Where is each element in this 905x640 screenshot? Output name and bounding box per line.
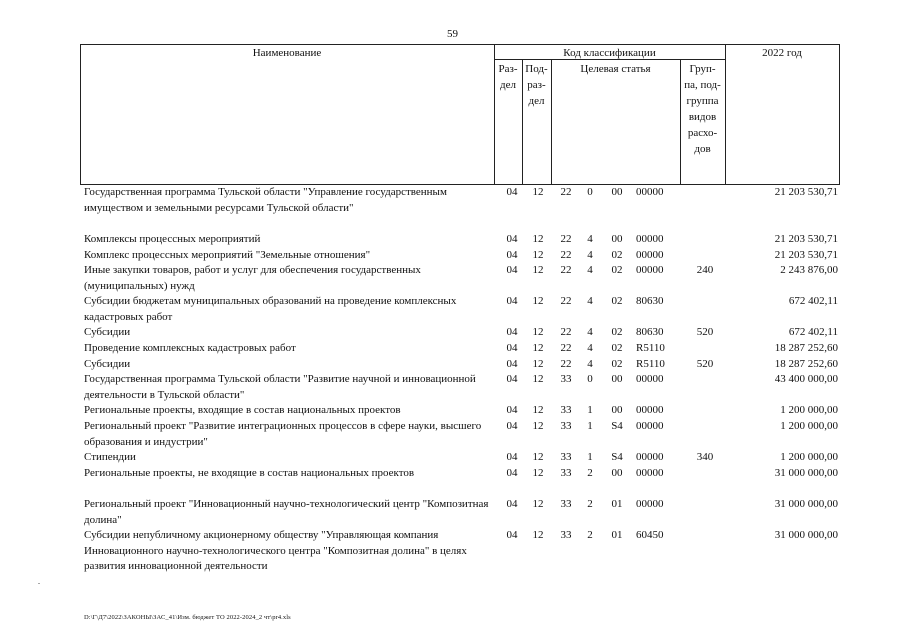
row-target-direction: R5110 xyxy=(636,342,665,354)
row-target-program: 22 xyxy=(560,295,572,307)
row-sum: 31 000 000,00 xyxy=(774,498,838,510)
row-target-subprogram: S4 xyxy=(611,420,623,432)
row-name: Комплексы процессных мероприятий xyxy=(84,233,261,245)
row-razdel: 04 xyxy=(506,451,518,463)
row-target-program: 22 xyxy=(560,233,572,245)
column-header-target: Целевая статья xyxy=(580,63,651,75)
row-target-program: 33 xyxy=(560,498,572,510)
row-target-type: 0 xyxy=(587,373,593,385)
row-podrazdel: 12 xyxy=(532,498,544,510)
row-target-type: 1 xyxy=(587,404,593,416)
row-target-type: 0 xyxy=(587,186,593,198)
row-sum: 1 200 000,00 xyxy=(780,420,838,432)
row-target-type: 4 xyxy=(587,233,593,245)
column-header-podrazdel: Под- раз- дел xyxy=(525,63,548,107)
row-target-direction: R5110 xyxy=(636,358,665,370)
row-target-subprogram: 02 xyxy=(611,342,623,354)
row-razdel: 04 xyxy=(506,186,518,198)
row-expense-group: 520 xyxy=(696,358,714,370)
row-name: Комплекс процессных мероприятий "Земельные отношения" xyxy=(84,249,371,261)
row-razdel: 04 xyxy=(506,467,518,479)
row-target-direction: 00000 xyxy=(636,249,664,261)
row-sum: 18 287 252,60 xyxy=(774,358,838,370)
row-name: Субсидии непубличному акционерному обществу "Управляющая компания Инновационного научно-технологического центра "Композитная долина" в целях развития инновационной деятельности xyxy=(84,529,467,572)
row-target-program: 33 xyxy=(560,529,572,541)
row-target-subprogram: 00 xyxy=(611,233,623,245)
row-target-type: 4 xyxy=(587,295,593,307)
row-razdel: 04 xyxy=(506,373,518,385)
row-target-program: 33 xyxy=(560,373,572,385)
column-header-name: Наименование xyxy=(252,47,322,59)
row-target-subprogram: 00 xyxy=(611,186,623,198)
row-target-direction: 00000 xyxy=(636,467,664,479)
row-name: Субсидии xyxy=(84,358,131,370)
row-name: Государственная программа Тульской области "Развитие научной и инновационной деятельности в Тульской области" xyxy=(84,373,476,401)
row-target-direction: 00000 xyxy=(636,420,664,432)
row-razdel: 04 xyxy=(506,404,518,416)
row-sum: 21 203 530,71 xyxy=(774,186,838,198)
row-target-direction: 00000 xyxy=(636,264,664,276)
row-razdel: 04 xyxy=(506,326,518,338)
row-target-direction: 00000 xyxy=(636,404,664,416)
column-header-code: Код классификации xyxy=(563,47,656,59)
row-target-direction: 80630 xyxy=(636,295,664,307)
row-podrazdel: 12 xyxy=(532,264,544,276)
row-target-type: 1 xyxy=(587,451,593,463)
row-target-program: 22 xyxy=(560,326,572,338)
row-name: Региональные проекты, входящие в состав национальных проектов xyxy=(84,404,401,416)
row-expense-group: 240 xyxy=(696,264,714,276)
row-target-direction: 00000 xyxy=(636,373,664,385)
row-target-direction: 00000 xyxy=(636,451,664,463)
page-number: 59 xyxy=(447,28,458,40)
row-razdel: 04 xyxy=(506,249,518,261)
row-target-type: 4 xyxy=(587,358,593,370)
row-target-subprogram: 00 xyxy=(611,467,623,479)
row-target-subprogram: 00 xyxy=(611,373,623,385)
row-sum: 672 402,11 xyxy=(788,326,838,338)
row-sum: 1 200 000,00 xyxy=(780,451,838,463)
row-sum: 21 203 530,71 xyxy=(774,233,838,245)
row-target-program: 22 xyxy=(560,342,572,354)
row-target-program: 33 xyxy=(560,451,572,463)
row-sum: 43 400 000,00 xyxy=(774,373,838,385)
row-target-type: 4 xyxy=(587,326,593,338)
row-target-type: 4 xyxy=(587,342,593,354)
row-target-subprogram: 02 xyxy=(611,295,623,307)
row-name: Региональный проект "Инновационный научно-технологический центр "Композитная долина" xyxy=(84,498,489,526)
row-podrazdel: 12 xyxy=(532,233,544,245)
row-sum: 31 000 000,00 xyxy=(774,467,838,479)
row-expense-group: 340 xyxy=(696,451,714,463)
row-expense-group: 520 xyxy=(696,326,714,338)
row-target-type: 2 xyxy=(587,529,593,541)
row-razdel: 04 xyxy=(506,233,518,245)
row-target-program: 22 xyxy=(560,358,572,370)
row-target-type: 2 xyxy=(587,498,593,510)
column-header-year: 2022 год xyxy=(762,47,802,59)
row-razdel: 04 xyxy=(506,498,518,510)
row-razdel: 04 xyxy=(506,358,518,370)
row-target-type: 2 xyxy=(587,467,593,479)
row-razdel: 04 xyxy=(506,264,518,276)
row-target-subprogram: 02 xyxy=(611,249,623,261)
file-path-footer: D:\Г\Д7\2022\ЗАКОНЫ\ЗАС_41\Изм. бюджет ТО 2022-2024_2 чт\pr4.xls xyxy=(84,614,291,621)
row-target-direction: 80630 xyxy=(636,326,664,338)
row-target-direction: 00000 xyxy=(636,498,664,510)
row-name: Субсидии бюджетам муниципальных образований на проведение комплексных кадастровых работ xyxy=(84,295,457,323)
row-name: Стипендии xyxy=(84,451,136,463)
row-podrazdel: 12 xyxy=(532,404,544,416)
row-target-direction: 60450 xyxy=(636,529,664,541)
row-podrazdel: 12 xyxy=(532,529,544,541)
row-target-direction: 00000 xyxy=(636,186,664,198)
row-razdel: 04 xyxy=(506,342,518,354)
row-target-type: 4 xyxy=(587,249,593,261)
row-razdel: 04 xyxy=(506,295,518,307)
row-target-program: 33 xyxy=(560,467,572,479)
row-podrazdel: 12 xyxy=(532,186,544,198)
row-target-subprogram: 02 xyxy=(611,326,623,338)
row-podrazdel: 12 xyxy=(532,342,544,354)
margin-dot: . xyxy=(38,577,40,586)
row-target-subprogram: 02 xyxy=(611,264,623,276)
row-target-program: 33 xyxy=(560,420,572,432)
row-target-subprogram: 02 xyxy=(611,358,623,370)
row-target-subprogram: 01 xyxy=(611,529,623,541)
row-target-direction: 00000 xyxy=(636,233,664,245)
row-name: Субсидии xyxy=(84,326,131,338)
row-podrazdel: 12 xyxy=(532,249,544,261)
column-header-group: Груп- па, под- группа видов расхо- дов xyxy=(684,63,721,155)
row-sum: 1 200 000,00 xyxy=(780,404,838,416)
row-podrazdel: 12 xyxy=(532,358,544,370)
row-name: Проведение комплексных кадастровых работ xyxy=(84,342,296,354)
row-target-program: 22 xyxy=(560,186,572,198)
row-razdel: 04 xyxy=(506,420,518,432)
row-name: Иные закупки товаров, работ и услуг для обеспечения государственных (муниципальных) нужд xyxy=(84,264,421,292)
row-name: Региональный проект "Развитие интеграционных процессов в сфере науки, высшего образования и индустрии" xyxy=(84,420,482,448)
row-podrazdel: 12 xyxy=(532,373,544,385)
row-razdel: 04 xyxy=(506,529,518,541)
row-podrazdel: 12 xyxy=(532,326,544,338)
column-header-razdel: Раз- дел xyxy=(498,63,518,91)
row-sum: 672 402,11 xyxy=(788,295,838,307)
row-podrazdel: 12 xyxy=(532,295,544,307)
row-name: Государственная программа Тульской области "Управление государственным имуществом и земельными ресурсами Тульской области" xyxy=(84,186,447,214)
row-target-subprogram: 01 xyxy=(611,498,623,510)
row-target-subprogram: 00 xyxy=(611,404,623,416)
row-target-type: 4 xyxy=(587,264,593,276)
row-target-type: 1 xyxy=(587,420,593,432)
row-sum: 2 243 876,00 xyxy=(780,264,838,276)
row-sum: 21 203 530,71 xyxy=(774,249,838,261)
row-target-program: 33 xyxy=(560,404,572,416)
row-podrazdel: 12 xyxy=(532,420,544,432)
row-podrazdel: 12 xyxy=(532,451,544,463)
row-name: Региональные проекты, не входящие в состав национальных проектов xyxy=(84,467,415,479)
row-target-program: 22 xyxy=(560,264,572,276)
row-target-program: 22 xyxy=(560,249,572,261)
row-sum: 18 287 252,60 xyxy=(774,342,838,354)
row-podrazdel: 12 xyxy=(532,467,544,479)
row-sum: 31 000 000,00 xyxy=(774,529,838,541)
row-target-subprogram: S4 xyxy=(611,451,623,463)
